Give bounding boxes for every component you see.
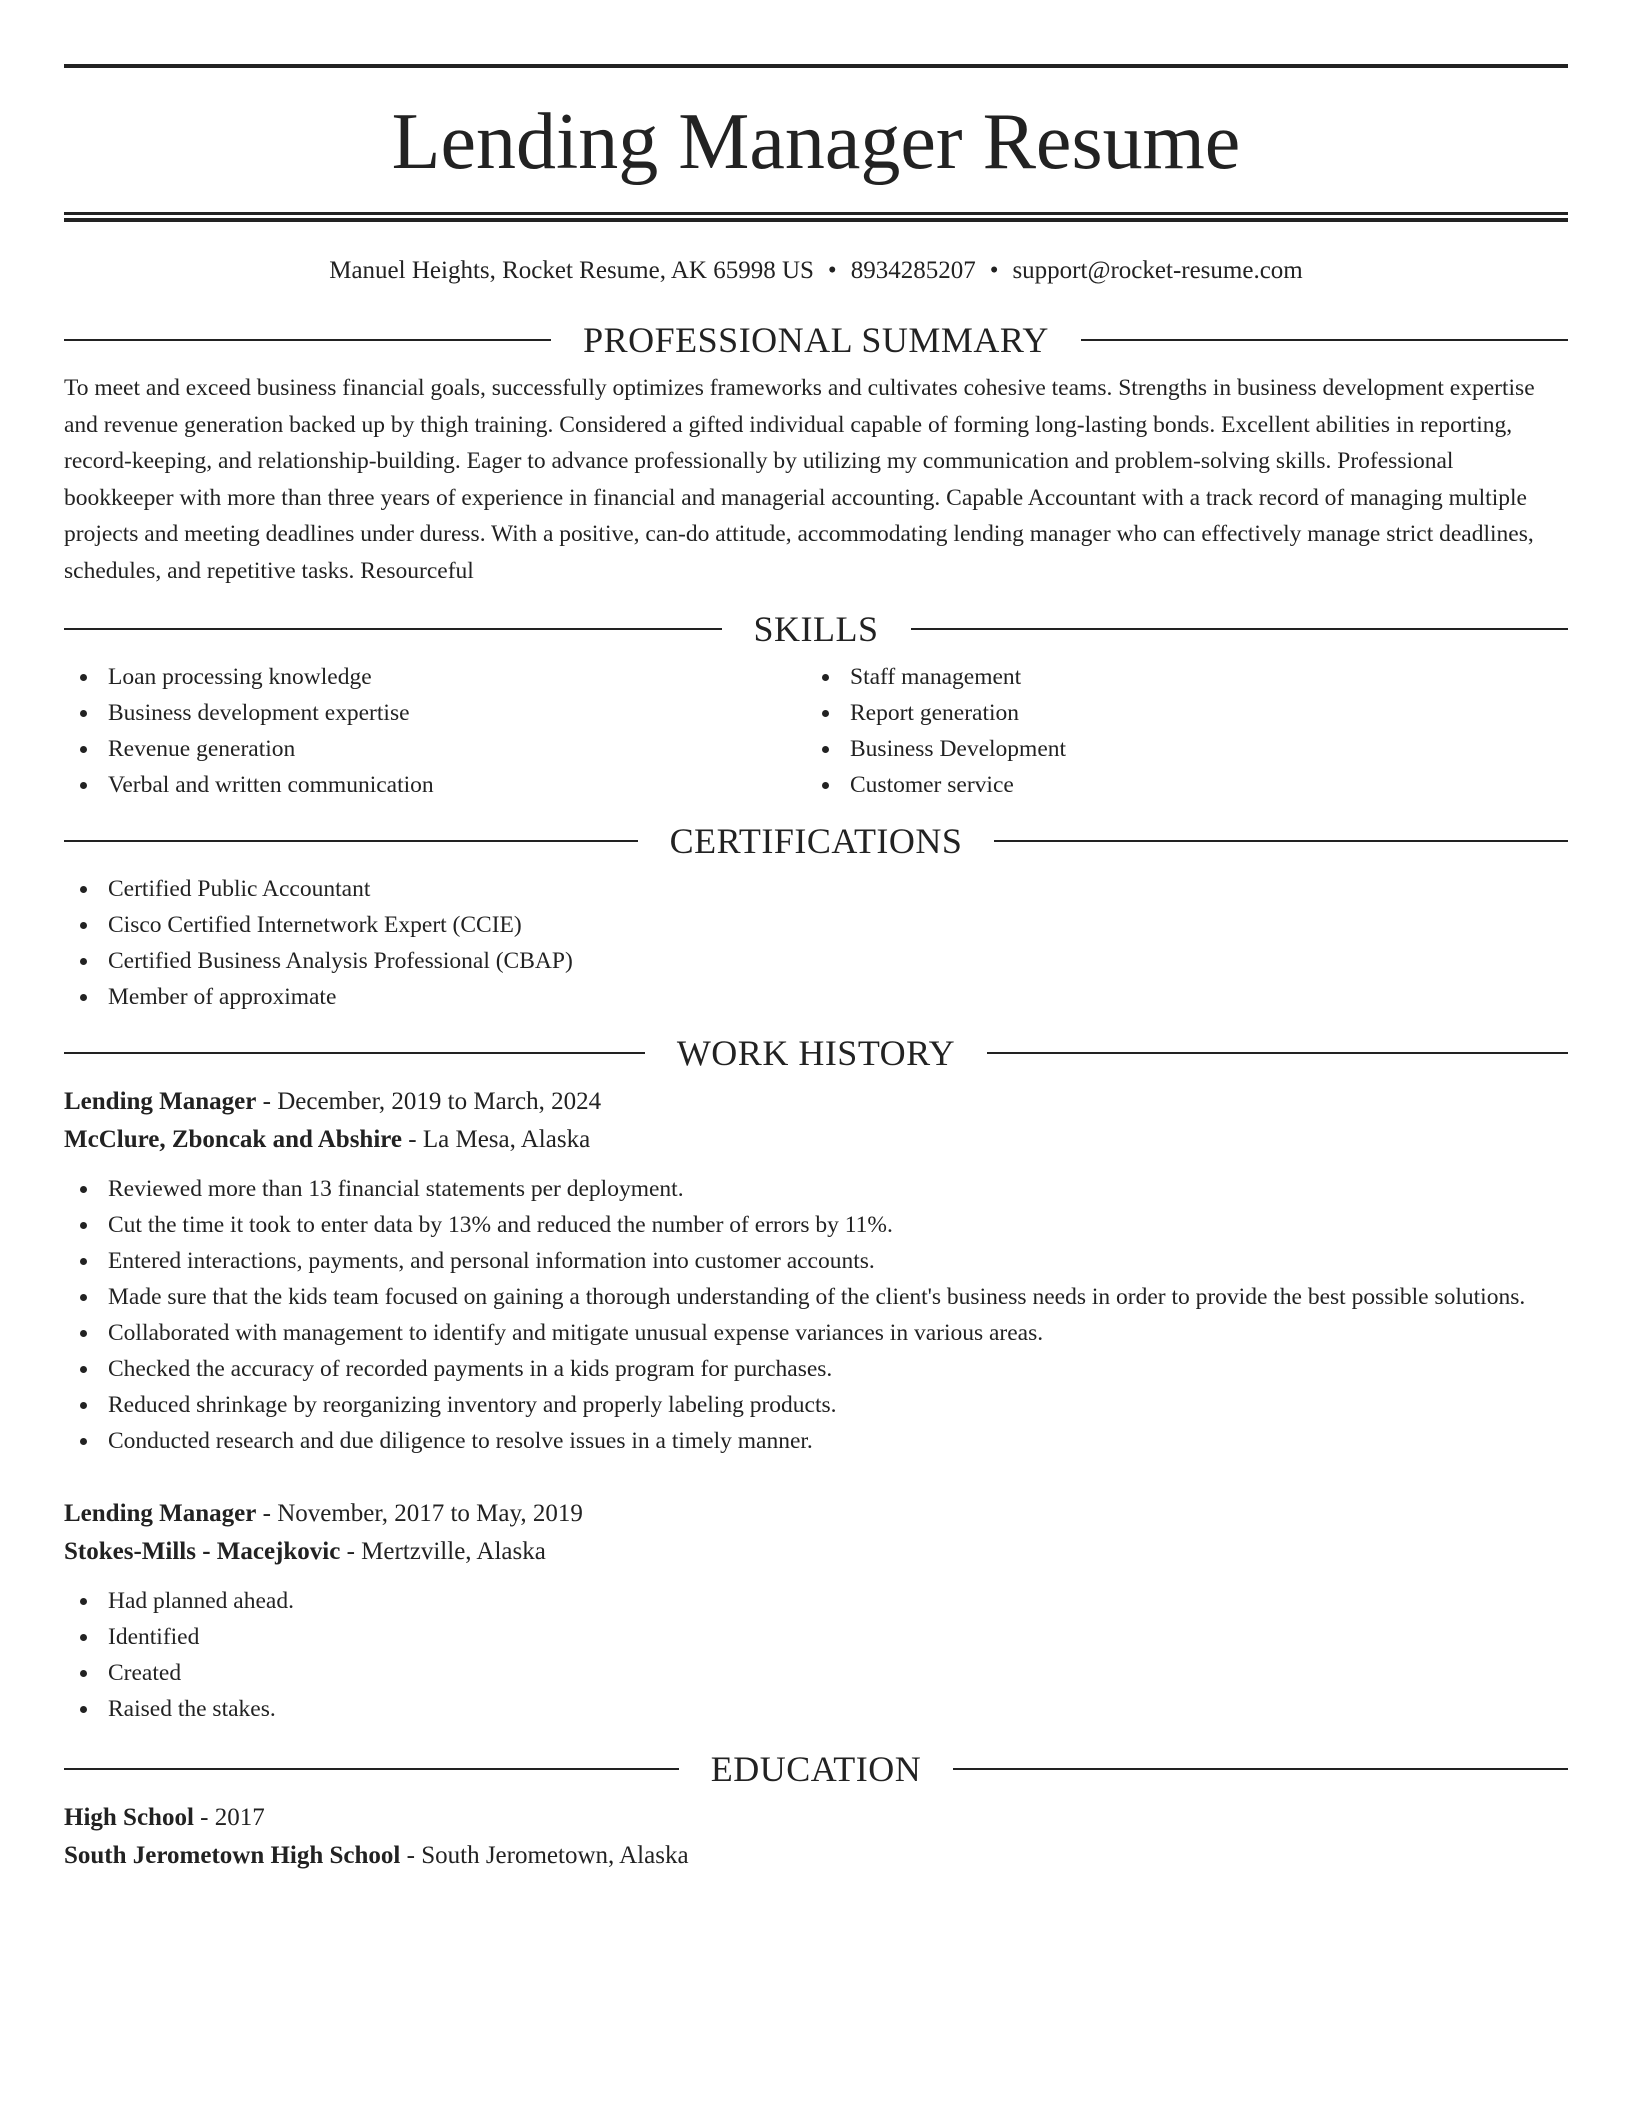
contact-separator: • bbox=[827, 257, 837, 284]
list-item: Revenue generation bbox=[64, 731, 806, 767]
resume-page bbox=[64, 64, 1568, 1875]
job-title-line bbox=[64, 1495, 1568, 1533]
skills-column-right bbox=[806, 659, 1548, 803]
skills-grid bbox=[64, 659, 1568, 803]
list-item: Certified Public Accountant bbox=[64, 871, 1568, 907]
section-title-skills: SKILLS bbox=[753, 609, 879, 649]
job-bullets bbox=[64, 1171, 1568, 1459]
section-header-certifications bbox=[64, 821, 1568, 861]
education-school-line bbox=[64, 1837, 1568, 1875]
job-spacer bbox=[64, 1459, 1568, 1495]
job-title-line bbox=[64, 1083, 1568, 1121]
title-double-rule bbox=[64, 212, 1568, 222]
education-year: 2017 bbox=[214, 1804, 265, 1831]
list-item: Identified bbox=[64, 1619, 1568, 1655]
contact-line bbox=[64, 256, 1568, 286]
education-location: South Jerometown, Alaska bbox=[421, 1842, 689, 1869]
section-title-certifications: CERTIFICATIONS bbox=[669, 821, 963, 861]
dash: - bbox=[193, 1804, 215, 1831]
list-item: Cisco Certified Internetwork Expert (CCIE) bbox=[64, 907, 1568, 943]
section-rule-right bbox=[911, 628, 1569, 630]
section-rule-right bbox=[994, 840, 1568, 842]
dash: - bbox=[402, 1126, 423, 1153]
education-degree-line bbox=[64, 1799, 1568, 1837]
top-rule bbox=[64, 64, 1568, 68]
dash: - bbox=[400, 1842, 422, 1869]
section-rule-right bbox=[987, 1052, 1568, 1054]
section-rule-left bbox=[64, 628, 722, 630]
section-rule-right bbox=[1081, 339, 1568, 341]
section-header-summary bbox=[64, 320, 1568, 360]
section-title-work: WORK HISTORY bbox=[676, 1033, 956, 1073]
dash: - bbox=[256, 1500, 278, 1527]
education-entry bbox=[64, 1799, 1568, 1875]
section-rule-left bbox=[64, 1768, 679, 1770]
contact-email[interactable]: support@rocket-resume.com bbox=[1012, 257, 1303, 284]
list-item: Business development expertise bbox=[64, 695, 806, 731]
job-title: Lending Manager bbox=[64, 1088, 257, 1115]
contact-phone: 8934285207 bbox=[850, 257, 976, 284]
job-dates: December, 2019 to March, 2024 bbox=[277, 1088, 602, 1115]
list-item: Had planned ahead. bbox=[64, 1583, 1568, 1619]
list-item: Raised the stakes. bbox=[64, 1691, 1568, 1727]
list-item: Conducted research and due diligence to resolve issues in a timely manner. bbox=[64, 1423, 1568, 1459]
section-spacer bbox=[64, 1727, 1568, 1749]
job-company: Stokes-Mills - Macejkovic bbox=[64, 1538, 341, 1565]
dash: - bbox=[256, 1088, 278, 1115]
list-item: Reviewed more than 13 financial statements per deployment. bbox=[64, 1171, 1568, 1207]
summary-paragraph: To meet and exceed business financial goals, successfully optimizes frameworks and cultivates cohesive teams. Strengths in business development expertise and revenue generation backed up by thigh training. Considered a gifted individual capable of forming long-lasting bonds. Excellent abilities in reporting, record-keeping, and relationship-building. Eager to advance professionally by utilizing my communication and problem-solving skills. Professional bookkeeper with more than three years of experience in financial and managerial accounting. Capable Accountant with a track record of managing multiple projects and meeting deadlines under duress. With a positive, can-do attitude, accommodating lending manager who can effectively manage strict deadlines, schedules, and repetitive tasks. Resourceful bbox=[64, 375, 1535, 584]
job-entry bbox=[64, 1083, 1568, 1459]
list-item: Loan processing knowledge bbox=[64, 659, 806, 695]
section-rule-right bbox=[953, 1768, 1568, 1770]
contact-separator: • bbox=[989, 257, 999, 284]
job-company-line bbox=[64, 1533, 1568, 1571]
certifications-list bbox=[64, 871, 1568, 1015]
list-item: Collaborated with management to identify and mitigate unusual expense variances in various areas. bbox=[64, 1315, 1568, 1351]
job-company: McClure, Zboncak and Abshire bbox=[64, 1126, 403, 1153]
resume-title: Lending Manager Resume bbox=[391, 98, 1241, 186]
section-rule-left bbox=[64, 339, 551, 341]
job-location: Mertzville, Alaska bbox=[361, 1538, 546, 1565]
section-rule-left bbox=[64, 1052, 645, 1054]
list-item: Report generation bbox=[806, 695, 1548, 731]
job-location: La Mesa, Alaska bbox=[422, 1126, 591, 1153]
skills-column-left bbox=[64, 659, 806, 803]
list-item: Member of approximate bbox=[64, 979, 1568, 1015]
job-title: Lending Manager bbox=[64, 1500, 257, 1527]
list-item: Entered interactions, payments, and personal information into customer accounts. bbox=[64, 1243, 1568, 1279]
section-title-summary: PROFESSIONAL SUMMARY bbox=[583, 320, 1049, 360]
list-item: Business Development bbox=[806, 731, 1548, 767]
section-header-skills bbox=[64, 609, 1568, 649]
section-rule-left bbox=[64, 840, 638, 842]
list-item: Certified Business Analysis Professional (CBAP) bbox=[64, 943, 1568, 979]
list-item: Created bbox=[64, 1655, 1568, 1691]
job-entry bbox=[64, 1495, 1568, 1727]
list-item: Reduced shrinkage by reorganizing inventory and properly labeling products. bbox=[64, 1387, 1568, 1423]
list-item: Customer service bbox=[806, 767, 1548, 803]
contact-address: Manuel Heights, Rocket Resume, AK 65998 US bbox=[329, 257, 814, 284]
list-item: Made sure that the kids team focused on gaining a thorough understanding of the client's business needs in order to provide the best possible solutions. bbox=[64, 1279, 1568, 1315]
education-degree: High School bbox=[64, 1804, 194, 1831]
job-dates: November, 2017 to May, 2019 bbox=[277, 1500, 583, 1527]
job-company-line bbox=[64, 1121, 1568, 1159]
education-school: South Jerometown High School bbox=[64, 1842, 401, 1869]
section-header-work bbox=[64, 1033, 1568, 1073]
job-bullets bbox=[64, 1583, 1568, 1727]
list-item: Checked the accuracy of recorded payments in a kids program for purchases. bbox=[64, 1351, 1568, 1387]
dash: - bbox=[340, 1538, 362, 1565]
list-item: Cut the time it took to enter data by 13% and reduced the number of errors by 11%. bbox=[64, 1207, 1568, 1243]
list-item: Staff management bbox=[806, 659, 1548, 695]
section-title-education: EDUCATION bbox=[710, 1749, 922, 1789]
section-header-education bbox=[64, 1749, 1568, 1789]
list-item: Verbal and written communication bbox=[64, 767, 806, 803]
